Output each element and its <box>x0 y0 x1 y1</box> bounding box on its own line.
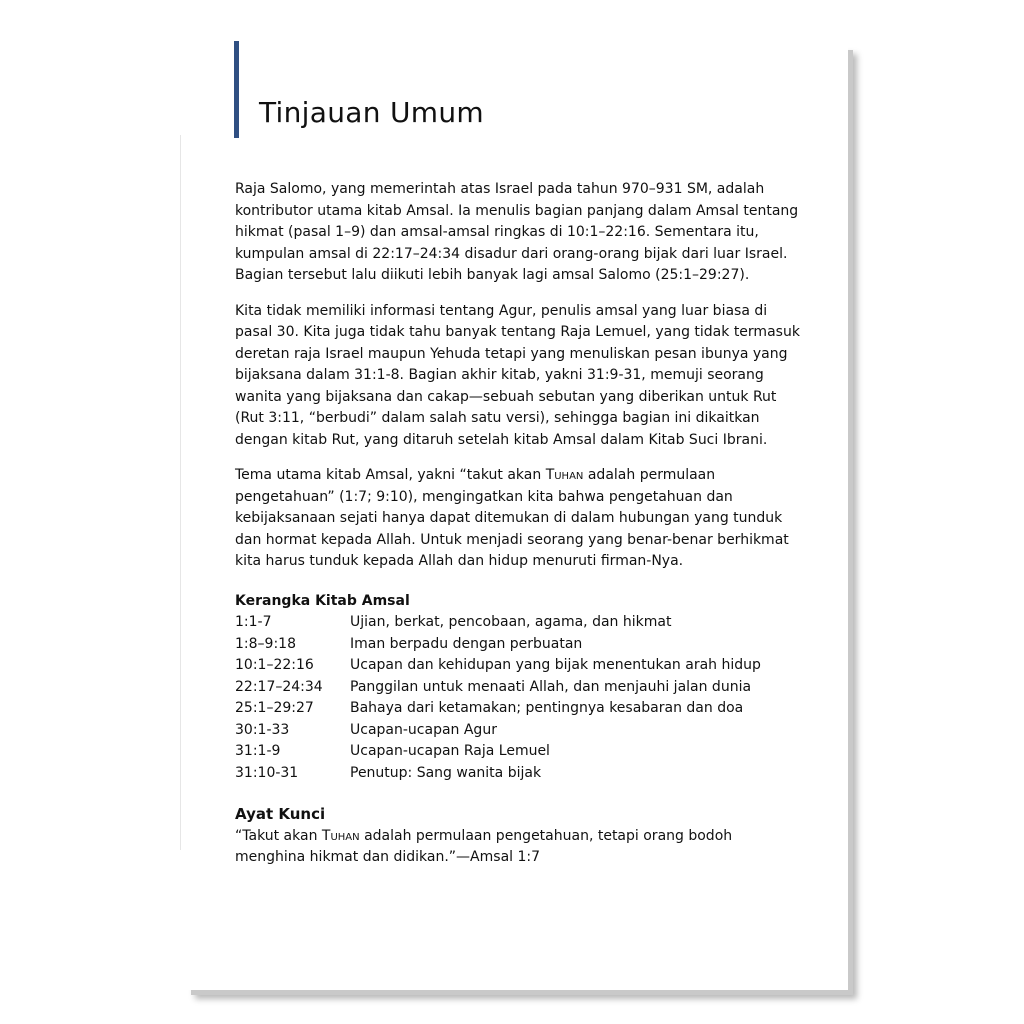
outline-row <box>235 634 815 656</box>
text-run: “Takut akan <box>235 827 322 844</box>
paragraph-line: Raja Salomo, yang memerintah atas Israel pada tahun 970–931 SM, adalah <box>235 181 765 197</box>
paragraph-line: kontributor utama kitab Amsal. Ia menulis bagian panjang dalam Amsal tentang <box>235 202 799 219</box>
outline-ref: 25:1–29:27 <box>235 700 314 716</box>
paragraph-line: pengetahuan” (1:7; 9:10), mengingatkan kita bahwa pengetahuan dan <box>235 488 733 505</box>
paragraph-2 <box>235 301 815 452</box>
paragraph-line: hikmat (pasal 1–9) dan amsal-amsal ringkas di 10:1–22:16. Sementara itu, <box>235 224 759 240</box>
paragraph-line: bijaksana dalam 31:1-8. Bagian akhir kitab, yakni 31:9-31, memuji seorang <box>235 367 764 383</box>
paragraph-line: wanita yang bijaksana dan cakap—sebuah sebutan yang diberikan untuk Rut <box>235 388 777 405</box>
outline-ref: 10:1–22:16 <box>235 657 314 673</box>
key-verse-heading: Ayat Kunci <box>235 805 326 823</box>
text-run: adalah permulaan <box>583 467 716 483</box>
paragraph-line: dengan kitab Rut, yang ditaruh setelah kitab Amsal dalam Kitab Suci Ibrani. <box>235 431 768 448</box>
outline-desc: Iman berpadu dengan perbuatan <box>350 635 583 652</box>
paragraph-1 <box>235 179 815 287</box>
outline-row <box>235 763 815 785</box>
paragraph-line: dan hormat kepada Allah. Untuk menjadi seorang yang benar-benar berhikmat <box>235 531 789 548</box>
outline-desc: Ujian, berkat, pencobaan, agama, dan hikmat <box>350 614 672 630</box>
paragraph-line <box>235 465 815 487</box>
outline-desc: Ucapan dan kehidupan yang bijak menentukan arah hidup <box>350 657 761 673</box>
outline-desc: Bahaya dari ketamakan; pentingnya kesabaran dan doa <box>350 700 744 716</box>
outline-row <box>235 698 815 720</box>
outline-row <box>235 720 815 742</box>
key-verse-text <box>235 826 815 869</box>
outline-row <box>235 741 815 763</box>
paragraph-line: pasal 30. Kita juga tidak tahu banyak tentang Raja Lemuel, yang tidak termasuk <box>235 324 800 340</box>
outline-desc: Ucapan-ucapan Agur <box>350 721 497 738</box>
paragraph-line: kita harus tunduk kepada Allah dan hidup menuruti firman-Nya. <box>235 553 684 569</box>
outline-desc: Ucapan-ucapan Raja Lemuel <box>350 743 550 759</box>
outline-row <box>235 612 815 634</box>
outline-ref: 31:1-9 <box>235 743 281 759</box>
paragraph-3 <box>235 465 815 573</box>
text-run: adalah permulaan pengetahuan, tetapi orang bodoh <box>359 827 733 844</box>
page-title: Tinjauan Umum <box>259 96 484 129</box>
key-verse-line <box>235 826 815 848</box>
text-run: Tema utama kitab Amsal, yakni “takut akan <box>235 467 546 483</box>
outline-row <box>235 677 815 699</box>
paragraph-line: kebijaksanaan sejati hanya dapat ditemukan di dalam hubungan yang tunduk <box>235 510 783 526</box>
page-fold-line <box>180 135 181 850</box>
outline-desc: Panggilan untuk menaati Allah, dan menjauhi jalan dunia <box>350 678 752 695</box>
outline-heading: Kerangka Kitab Amsal <box>235 592 410 609</box>
lord-small-caps: Tuhan <box>321 827 360 844</box>
outline-ref: 1:8–9:18 <box>235 635 296 652</box>
paragraph-line: Kita tidak memiliki informasi tentang Agur, penulis amsal yang luar biasa di <box>235 302 768 319</box>
outline-ref: 22:17–24:34 <box>235 678 323 695</box>
key-verse-line: menghina hikmat dan didikan.”—Amsal 1:7 <box>235 849 541 865</box>
outline-ref: 1:1-7 <box>235 614 272 630</box>
lord-small-caps: Tuhan <box>545 467 584 483</box>
paragraph-line: Bagian tersebut lalu diikuti lebih banyak lagi amsal Salomo (25:1–29:27). <box>235 267 750 283</box>
outline-ref: 30:1-33 <box>235 721 290 738</box>
paragraph-line: (Rut 3:11, “berbudi” dalam salah satu versi), sehingga bagian ini dikaitkan <box>235 410 760 426</box>
outline-desc: Penutup: Sang wanita bijak <box>350 764 542 781</box>
paragraph-line: deretan raja Israel maupun Yehuda tetapi yang menuliskan pesan ibunya yang <box>235 345 788 362</box>
title-accent-bar <box>234 41 239 138</box>
page-body <box>235 179 815 869</box>
outline-ref: 31:10-31 <box>235 764 299 781</box>
paragraph-line: kumpulan amsal di 22:17–24:34 disadur dari orang-orang bijak dari luar Israel. <box>235 245 788 262</box>
outline-list <box>235 612 815 784</box>
outline-row <box>235 655 815 677</box>
